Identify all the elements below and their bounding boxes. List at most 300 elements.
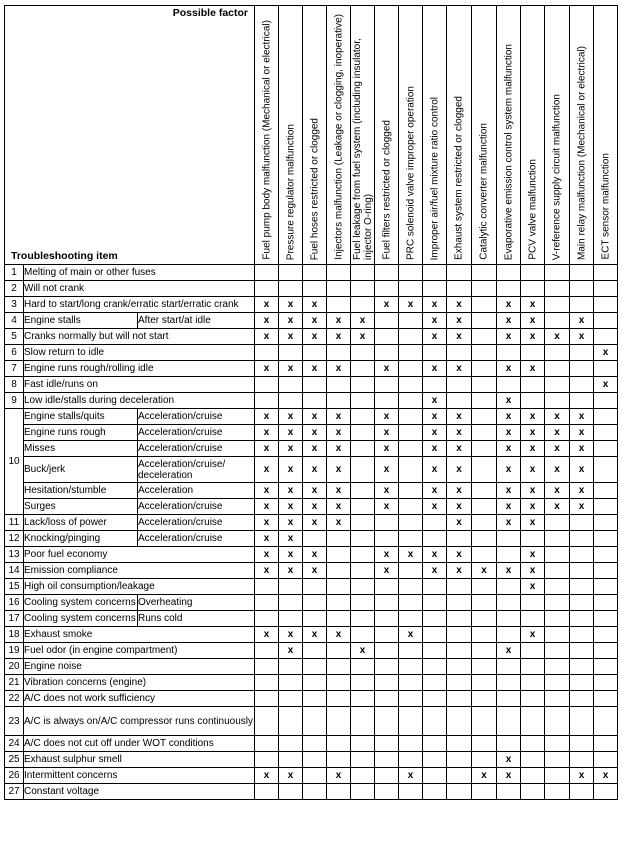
empty-cell: [472, 457, 497, 483]
factor-mark: x: [521, 329, 545, 345]
factor-mark: x: [303, 515, 327, 531]
empty-cell: [423, 659, 447, 675]
empty-cell: [472, 515, 497, 531]
table-row: [5, 675, 618, 691]
factor-mark: x: [303, 627, 327, 643]
empty-cell: [255, 265, 279, 281]
troubleshooting-item: Fast idle/runs on: [24, 377, 255, 393]
empty-cell: [255, 675, 279, 691]
troubleshooting-item: A/C does not work sufficiency: [24, 691, 255, 707]
factor-mark: x: [303, 499, 327, 515]
factor-mark: x: [375, 297, 399, 313]
empty-cell: [303, 377, 327, 393]
empty-cell: [351, 425, 375, 441]
factor-header-label: PCV valve malfunction: [527, 159, 538, 260]
empty-cell: [375, 329, 399, 345]
empty-cell: [255, 393, 279, 409]
empty-cell: [497, 611, 521, 627]
factor-mark: x: [521, 409, 545, 425]
factor-mark: x: [351, 643, 375, 659]
factor-header: [351, 6, 375, 265]
empty-cell: [399, 579, 423, 595]
empty-cell: [497, 675, 521, 691]
factor-mark: x: [521, 515, 545, 531]
empty-cell: [447, 736, 472, 752]
empty-cell: [303, 736, 327, 752]
empty-cell: [447, 659, 472, 675]
empty-cell: [545, 611, 570, 627]
empty-cell: [570, 784, 594, 800]
factor-mark: x: [472, 768, 497, 784]
factor-mark: x: [521, 297, 545, 313]
empty-cell: [351, 752, 375, 768]
factor-header-label: Fuel leakage from fuel system (including insulator, injector O-ring): [351, 38, 374, 260]
factor-mark: x: [303, 329, 327, 345]
factor-mark: x: [255, 313, 279, 329]
empty-cell: [497, 595, 521, 611]
troubleshooting-item: Poor fuel economy: [24, 547, 255, 563]
factor-header-label: ECT sensor malfunction: [600, 153, 611, 260]
row-number: 24: [5, 736, 24, 752]
empty-cell: [472, 659, 497, 675]
empty-cell: [521, 675, 545, 691]
empty-cell: [303, 393, 327, 409]
empty-cell: [594, 329, 618, 345]
empty-cell: [399, 441, 423, 457]
empty-cell: [472, 752, 497, 768]
empty-cell: [497, 265, 521, 281]
empty-cell: [279, 675, 303, 691]
empty-cell: [570, 691, 594, 707]
empty-cell: [472, 547, 497, 563]
empty-cell: [545, 345, 570, 361]
factor-mark: x: [497, 515, 521, 531]
empty-cell: [351, 579, 375, 595]
empty-cell: [423, 377, 447, 393]
empty-cell: [472, 483, 497, 499]
factor-mark: x: [423, 425, 447, 441]
empty-cell: [545, 563, 570, 579]
row-number: 10: [5, 409, 24, 515]
empty-cell: [303, 707, 327, 736]
empty-cell: [423, 768, 447, 784]
troubleshooting-table-container: [4, 5, 618, 800]
empty-cell: [594, 736, 618, 752]
troubleshooting-item: A/C is always on/A/C compressor runs continuously: [24, 707, 255, 736]
troubleshooting-item: Knocking/pinging: [24, 531, 138, 547]
empty-cell: [497, 707, 521, 736]
empty-cell: [472, 409, 497, 425]
row-number: 15: [5, 579, 24, 595]
empty-cell: [447, 345, 472, 361]
factor-header: [279, 6, 303, 265]
table-row: [5, 483, 618, 499]
empty-cell: [472, 643, 497, 659]
troubleshooting-item: Misses: [24, 441, 138, 457]
empty-cell: [472, 675, 497, 691]
factor-mark: x: [303, 361, 327, 377]
empty-cell: [303, 611, 327, 627]
empty-cell: [375, 377, 399, 393]
factor-mark: x: [399, 768, 423, 784]
row-number: 2: [5, 281, 24, 297]
factor-mark: x: [447, 499, 472, 515]
empty-cell: [303, 579, 327, 595]
factor-mark: x: [375, 441, 399, 457]
factor-mark: x: [279, 563, 303, 579]
empty-cell: [545, 265, 570, 281]
factor-mark: x: [423, 441, 447, 457]
table-row: [5, 409, 618, 425]
factor-mark: x: [545, 483, 570, 499]
factor-mark: x: [279, 425, 303, 441]
empty-cell: [375, 643, 399, 659]
factor-mark: x: [447, 297, 472, 313]
empty-cell: [472, 265, 497, 281]
condition-label: Acceleration/cruise: [138, 441, 255, 457]
factor-header-label: Evaporative emission control system malfunction: [503, 43, 514, 260]
empty-cell: [472, 691, 497, 707]
empty-cell: [497, 691, 521, 707]
factor-mark: x: [255, 361, 279, 377]
factor-header-label: Fuel filters restricted or clogged: [381, 120, 392, 260]
empty-cell: [594, 563, 618, 579]
empty-cell: [594, 611, 618, 627]
empty-cell: [472, 377, 497, 393]
empty-cell: [472, 707, 497, 736]
empty-cell: [279, 393, 303, 409]
empty-cell: [497, 547, 521, 563]
row-number: 26: [5, 768, 24, 784]
factor-mark: x: [521, 425, 545, 441]
empty-cell: [447, 707, 472, 736]
factor-mark: x: [375, 425, 399, 441]
empty-cell: [594, 441, 618, 457]
empty-cell: [399, 329, 423, 345]
row-number: 1: [5, 265, 24, 281]
factor-mark: x: [423, 329, 447, 345]
factor-mark: x: [447, 329, 472, 345]
factor-mark: x: [497, 457, 521, 483]
table-row: [5, 531, 618, 547]
empty-cell: [399, 595, 423, 611]
empty-cell: [351, 659, 375, 675]
factor-mark: x: [303, 547, 327, 563]
factor-mark: x: [327, 627, 351, 643]
factor-header: [327, 6, 351, 265]
empty-cell: [447, 579, 472, 595]
empty-cell: [375, 784, 399, 800]
empty-cell: [375, 736, 399, 752]
empty-cell: [303, 281, 327, 297]
factor-mark: x: [327, 483, 351, 499]
troubleshooting-item: Engine stalls: [24, 313, 138, 329]
empty-cell: [594, 691, 618, 707]
empty-cell: [545, 281, 570, 297]
empty-cell: [351, 345, 375, 361]
factor-mark: x: [327, 768, 351, 784]
factor-mark: x: [570, 425, 594, 441]
empty-cell: [521, 595, 545, 611]
factor-mark: x: [447, 547, 472, 563]
empty-cell: [351, 457, 375, 483]
empty-cell: [521, 281, 545, 297]
factor-mark: x: [279, 361, 303, 377]
empty-cell: [351, 515, 375, 531]
empty-cell: [472, 611, 497, 627]
empty-cell: [279, 579, 303, 595]
troubleshooting-item: Slow return to idle: [24, 345, 255, 361]
empty-cell: [472, 425, 497, 441]
factor-mark: x: [545, 499, 570, 515]
empty-cell: [472, 499, 497, 515]
factor-mark: x: [521, 483, 545, 499]
row-number: 4: [5, 313, 24, 329]
factor-mark: x: [423, 483, 447, 499]
condition-label: Runs cold: [138, 611, 255, 627]
table-row: [5, 768, 618, 784]
empty-cell: [399, 313, 423, 329]
factor-mark: x: [255, 483, 279, 499]
factor-mark: x: [255, 563, 279, 579]
factor-mark: x: [521, 579, 545, 595]
factor-mark: x: [279, 297, 303, 313]
empty-cell: [521, 736, 545, 752]
empty-cell: [423, 265, 447, 281]
empty-cell: [423, 345, 447, 361]
empty-cell: [570, 547, 594, 563]
factor-header: [255, 6, 279, 265]
empty-cell: [279, 345, 303, 361]
factor-mark: x: [279, 457, 303, 483]
factor-mark: x: [497, 483, 521, 499]
empty-cell: [447, 675, 472, 691]
factor-mark: x: [497, 643, 521, 659]
row-number: 5: [5, 329, 24, 345]
troubleshooting-item: Cooling system concerns: [24, 595, 138, 611]
factor-mark: x: [279, 768, 303, 784]
factor-mark: x: [423, 547, 447, 563]
factor-mark: x: [399, 627, 423, 643]
condition-label: Overheating: [138, 595, 255, 611]
factor-mark: x: [447, 483, 472, 499]
empty-cell: [255, 595, 279, 611]
empty-cell: [521, 265, 545, 281]
empty-cell: [303, 752, 327, 768]
factor-mark: x: [423, 297, 447, 313]
empty-cell: [327, 281, 351, 297]
empty-cell: [351, 297, 375, 313]
empty-cell: [327, 531, 351, 547]
empty-cell: [447, 393, 472, 409]
empty-cell: [327, 345, 351, 361]
empty-cell: [545, 377, 570, 393]
empty-cell: [279, 377, 303, 393]
row-number: 12: [5, 531, 24, 547]
factor-mark: x: [255, 409, 279, 425]
row-number: 7: [5, 361, 24, 377]
factor-mark: x: [255, 329, 279, 345]
factor-mark: x: [327, 409, 351, 425]
factor-mark: x: [521, 441, 545, 457]
empty-cell: [351, 768, 375, 784]
row-number: 8: [5, 377, 24, 393]
factor-header-label: Fuel hoses restricted or clogged: [309, 117, 320, 260]
empty-cell: [472, 361, 497, 377]
table-row: [5, 659, 618, 675]
empty-cell: [399, 281, 423, 297]
table-row: [5, 361, 618, 377]
factor-mark: x: [521, 457, 545, 483]
empty-cell: [423, 595, 447, 611]
empty-cell: [327, 547, 351, 563]
empty-cell: [570, 707, 594, 736]
empty-cell: [545, 313, 570, 329]
factor-header: [423, 6, 447, 265]
empty-cell: [521, 611, 545, 627]
empty-cell: [521, 659, 545, 675]
empty-cell: [423, 643, 447, 659]
factor-mark: x: [255, 531, 279, 547]
factor-header-label: V-reference supply circuit malfunction: [551, 93, 563, 260]
factor-header: [472, 6, 497, 265]
empty-cell: [255, 736, 279, 752]
factor-mark: x: [255, 547, 279, 563]
empty-cell: [399, 675, 423, 691]
troubleshooting-item: Will not crank: [24, 281, 255, 297]
empty-cell: [327, 595, 351, 611]
empty-cell: [399, 784, 423, 800]
factor-mark: x: [545, 441, 570, 457]
table-row: [5, 499, 618, 515]
empty-cell: [570, 752, 594, 768]
empty-cell: [570, 659, 594, 675]
row-number: 21: [5, 675, 24, 691]
factor-mark: x: [303, 409, 327, 425]
empty-cell: [594, 707, 618, 736]
table-row: [5, 611, 618, 627]
troubleshooting-item: A/C does not cut off under WOT conditions: [24, 736, 255, 752]
empty-cell: [545, 752, 570, 768]
empty-cell: [255, 345, 279, 361]
empty-cell: [521, 784, 545, 800]
factor-mark: x: [279, 499, 303, 515]
empty-cell: [423, 281, 447, 297]
empty-cell: [594, 457, 618, 483]
empty-cell: [594, 393, 618, 409]
factor-mark: x: [375, 499, 399, 515]
factor-mark: x: [447, 563, 472, 579]
factor-mark: x: [447, 441, 472, 457]
table-row: [5, 393, 618, 409]
empty-cell: [472, 393, 497, 409]
empty-cell: [472, 736, 497, 752]
empty-cell: [399, 377, 423, 393]
empty-cell: [375, 691, 399, 707]
empty-cell: [521, 707, 545, 736]
empty-cell: [545, 393, 570, 409]
factor-mark: x: [447, 515, 472, 531]
table-row: [5, 707, 618, 736]
row-number: 13: [5, 547, 24, 563]
empty-cell: [399, 265, 423, 281]
factor-mark: x: [570, 499, 594, 515]
empty-cell: [255, 691, 279, 707]
empty-cell: [423, 691, 447, 707]
table-row: [5, 643, 618, 659]
troubleshooting-item: Engine runs rough/rolling idle: [24, 361, 255, 377]
factor-header-label: Injectors malfunction (Leakage or clogging, inoperative): [333, 14, 344, 260]
condition-label: Acceleration/cruise: [138, 425, 255, 441]
empty-cell: [472, 579, 497, 595]
empty-cell: [279, 691, 303, 707]
factor-mark: x: [279, 441, 303, 457]
empty-cell: [497, 281, 521, 297]
factor-mark: x: [497, 563, 521, 579]
factor-mark: x: [255, 627, 279, 643]
empty-cell: [423, 515, 447, 531]
empty-cell: [279, 265, 303, 281]
factor-mark: x: [279, 547, 303, 563]
empty-cell: [303, 265, 327, 281]
empty-cell: [351, 707, 375, 736]
empty-cell: [399, 457, 423, 483]
troubleshooting-item: Low idle/stalls during deceleration: [24, 393, 255, 409]
empty-cell: [497, 531, 521, 547]
empty-cell: [545, 707, 570, 736]
empty-cell: [521, 531, 545, 547]
empty-cell: [303, 345, 327, 361]
empty-cell: [351, 547, 375, 563]
factor-mark: x: [545, 329, 570, 345]
table-row: [5, 457, 618, 483]
factor-mark: x: [545, 409, 570, 425]
factor-mark: x: [545, 457, 570, 483]
empty-cell: [447, 627, 472, 643]
header-row: [5, 6, 618, 265]
factor-mark: x: [545, 425, 570, 441]
empty-cell: [327, 563, 351, 579]
empty-cell: [351, 595, 375, 611]
empty-cell: [545, 675, 570, 691]
factor-mark: x: [472, 563, 497, 579]
troubleshooting-item: Constant voltage: [24, 784, 255, 800]
empty-cell: [570, 563, 594, 579]
empty-cell: [545, 579, 570, 595]
empty-cell: [545, 361, 570, 377]
empty-cell: [472, 297, 497, 313]
empty-cell: [375, 393, 399, 409]
empty-cell: [594, 515, 618, 531]
empty-cell: [472, 627, 497, 643]
table-row: [5, 627, 618, 643]
factor-mark: x: [303, 313, 327, 329]
factor-mark: x: [594, 768, 618, 784]
factor-mark: x: [447, 425, 472, 441]
factor-mark: x: [570, 441, 594, 457]
empty-cell: [545, 627, 570, 643]
empty-cell: [375, 675, 399, 691]
empty-cell: [279, 281, 303, 297]
factor-mark: x: [521, 361, 545, 377]
factor-mark: x: [327, 425, 351, 441]
factor-mark: x: [497, 425, 521, 441]
empty-cell: [255, 579, 279, 595]
condition-label: Acceleration: [138, 483, 255, 499]
empty-cell: [351, 784, 375, 800]
table-row: [5, 441, 618, 457]
empty-cell: [423, 611, 447, 627]
